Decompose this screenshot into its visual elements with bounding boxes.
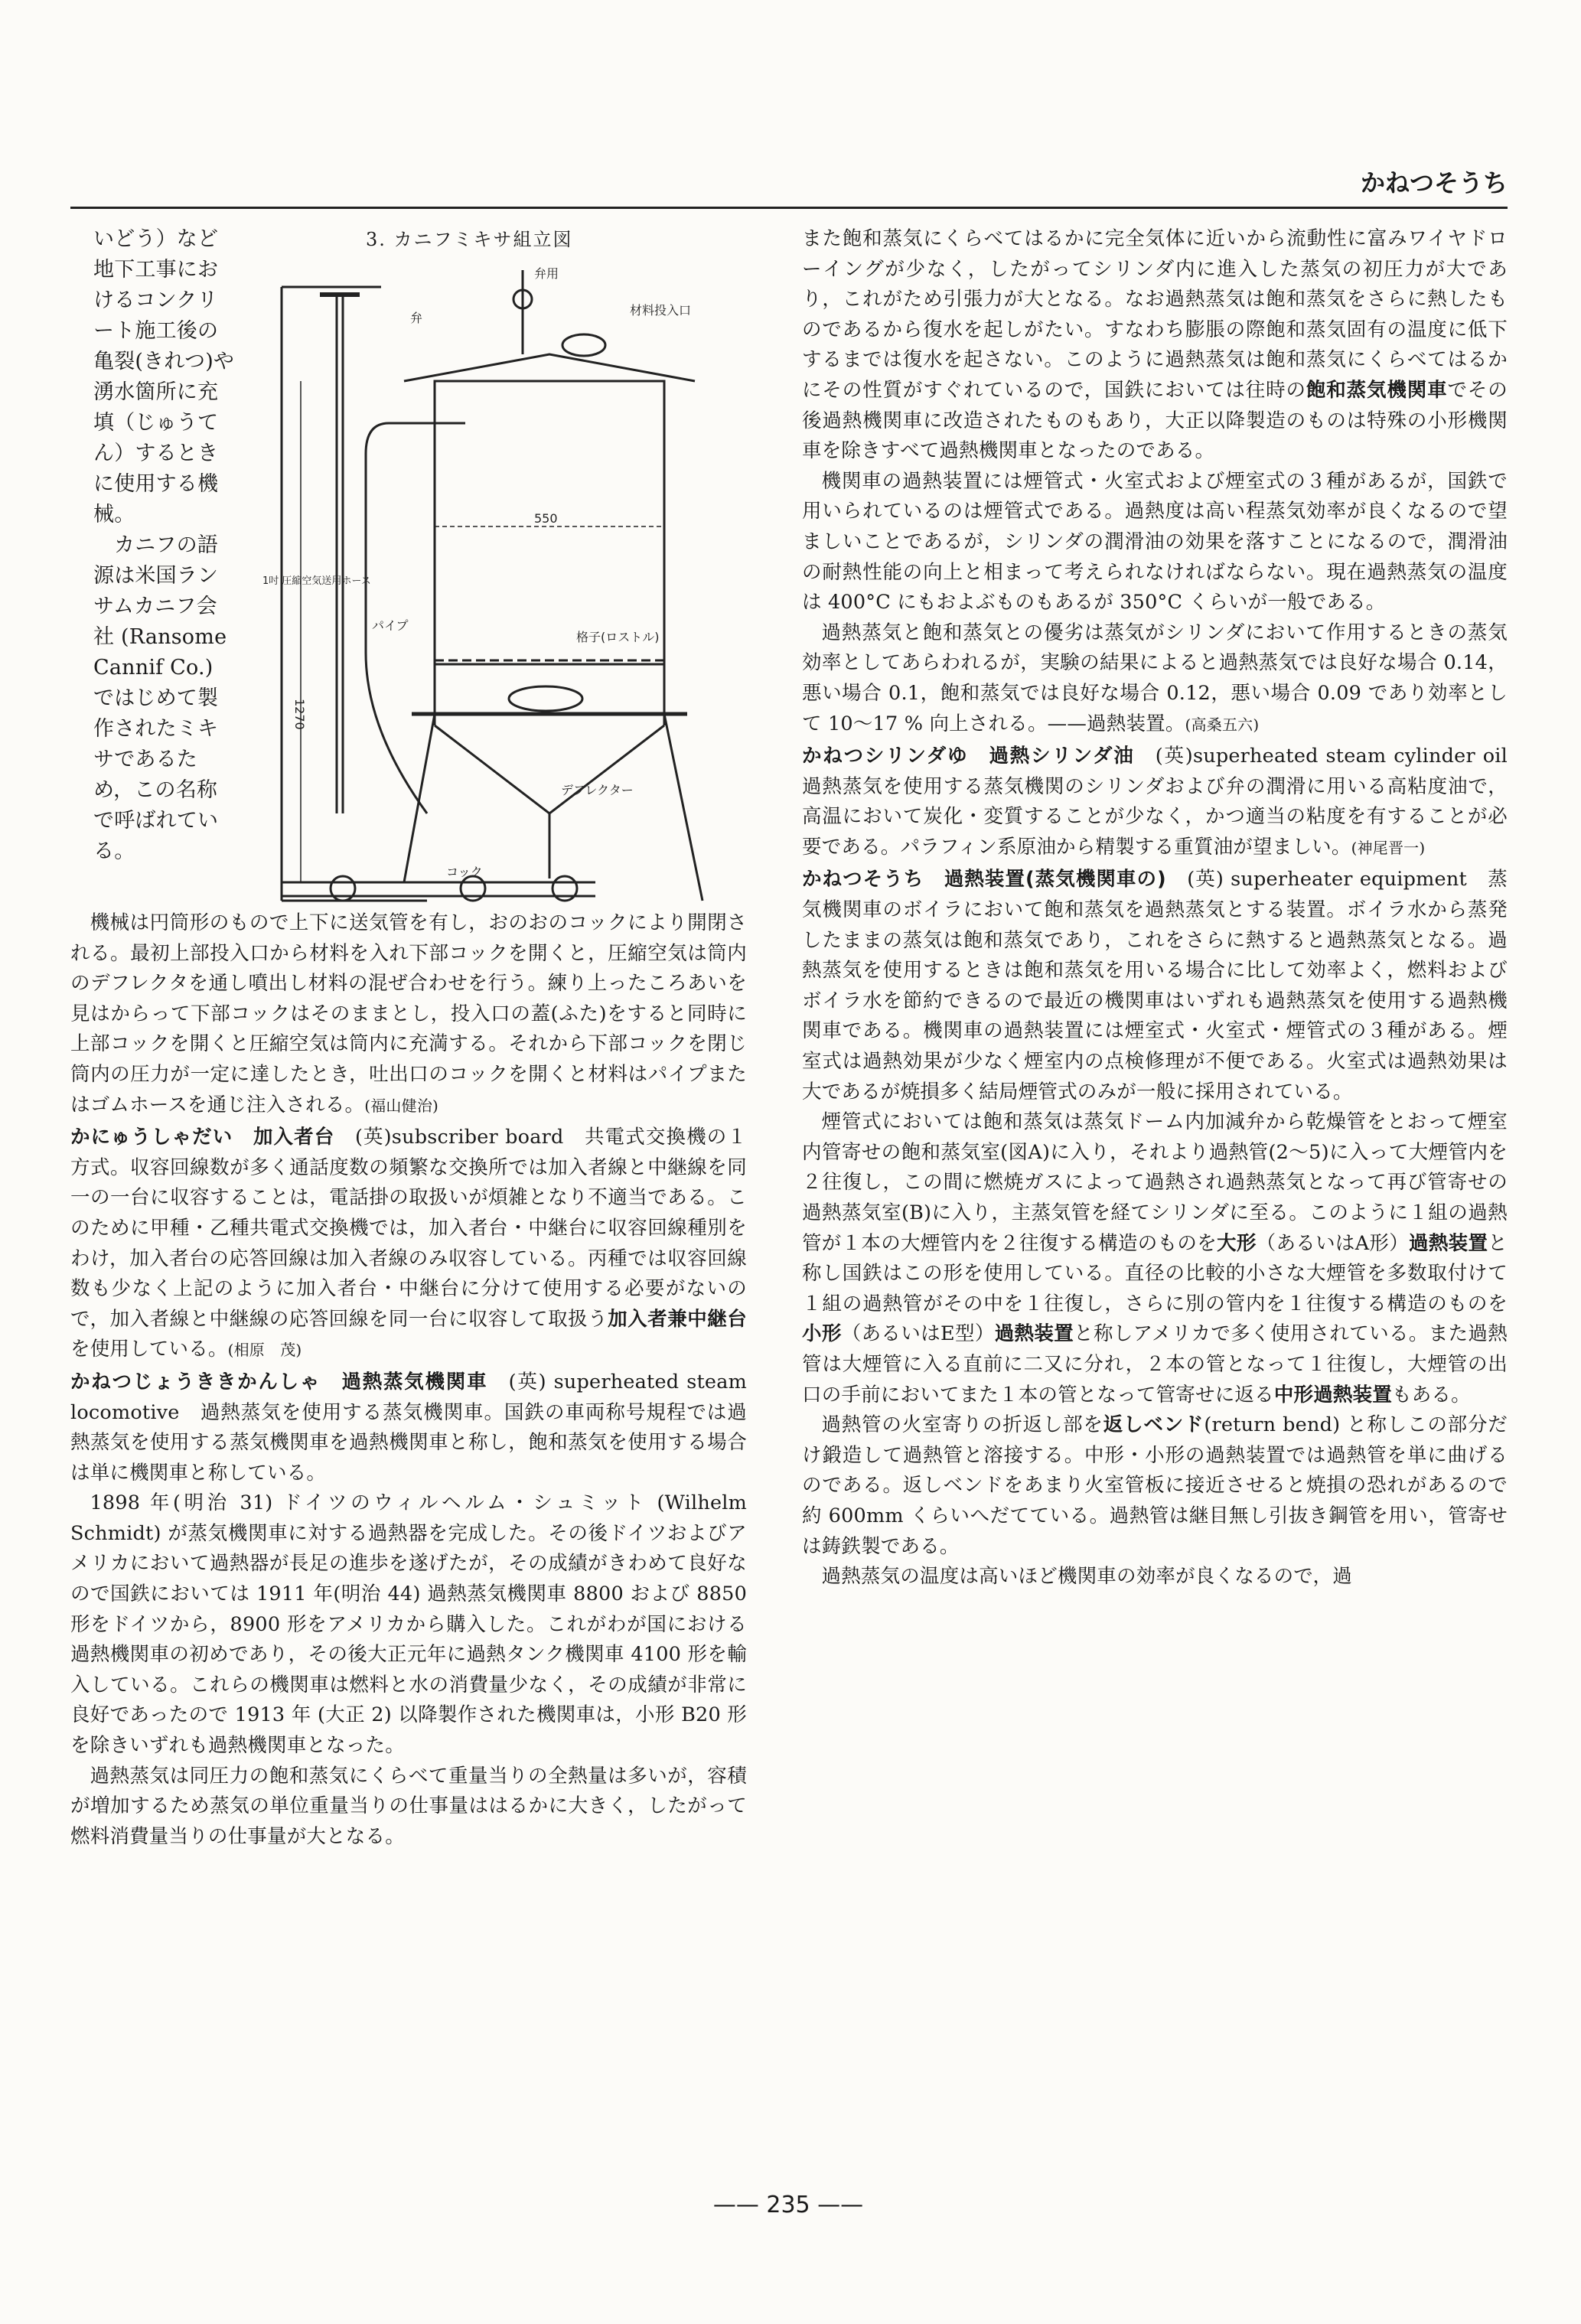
label-top-valve: 弁用 bbox=[534, 266, 559, 281]
mixer-drawing bbox=[262, 224, 758, 908]
paragraph: 機関車の過熱装置には煙管式・火室式および煙室式の３種があるが，国鉄で用いられているのは煙管式である。過熱度は高い程蒸気効率が良くなるので望ましいことであるが，シリンダの潤滑油の効果を落すことになるので，潤滑油の耐熱性能の向上と相まって考えられなければならない。現在過熱蒸気の温度は 400°C にもおよぶものもあるが 350°C くらいが一般である。 bbox=[802, 469, 1508, 614]
headword: かねつそうち 過熱装置(蒸気機関車の) bbox=[802, 868, 1166, 891]
label-deflector: デフレクター bbox=[561, 783, 634, 797]
page-number: —— 235 —— bbox=[712, 2192, 864, 2218]
paragraph: 過熱管の火室寄りの折返し部を返しベンド(return bend) と称しこの部分だけ鍛造して過熱管と溶接する。中形・小形の過熱装置では過熱管を単に曲げるのである。返しベンドをあまり火室管板に接近させると焼損の恐れがあるので約 600mm くらいへだてている。過熱管は継目無し引抜き鋼管を用い，管寄せは鋳鉄製である。 bbox=[802, 1413, 1508, 1558]
headword: かねつシリンダゆ 過熱シリンダ油 bbox=[802, 745, 1135, 768]
label-material-inlet: 材料投入口 bbox=[630, 303, 692, 318]
paragraph: 過熱蒸気は同圧力の飽和蒸気にくらべて重量当りの全熱量は多いが，容積が増加するため蒸気の単位重量当りの仕事量ははるかに大きく，したがって燃料消費量当りの仕事量が大となる。 bbox=[70, 1764, 747, 1848]
mixer-continuation: 機械は円筒形のもので上下に送気管を有し，おのおのコックにより開閉される。最初上部投入口から材料を入れ下部コックを開くと，圧縮空気は筒内のデフレクタを通し噴出し材料の混ぜ合わせを行う。練り上ったころあいを見はからって下部コックはそのままとし，投入口の蓋(ふた)をすると同時に上部コックを開くと圧縮空気は筒内に充満する。それから下部コックを閉じ筒内の圧力が一定に達したとき，吐出口のコックを開くと材料はパイプまたはゴムホースを通じ注入される。(福山健治) bbox=[70, 911, 747, 1116]
label-valve: 弁 bbox=[410, 311, 423, 325]
author: (神尾晋一) bbox=[1351, 838, 1426, 857]
headword: かにゅうしゃだい 加入者台 bbox=[70, 1126, 335, 1149]
mixer-figure bbox=[262, 224, 758, 908]
paragraph: 過熱蒸気の温度は高いほど機関車の効率が良くなるので，過 bbox=[821, 1565, 1352, 1589]
author: (福山健治) bbox=[364, 1096, 439, 1115]
side-column bbox=[93, 224, 235, 867]
entry-kanetsu-cylinder-oil: かねつシリンダゆ 過熱シリンダ油 (英)superheated steam cylinder oil 過熱蒸気を使用する蒸気機関のシリンダおよび弁の潤滑に用いる高粘度油で，高温において炭化・変質することが少なく，かつ適当の粘度を有することが必要である。パラフィン系原油から精製する重質油が望ましい。(神尾晋一) bbox=[802, 745, 1527, 859]
paragraph: 過熱蒸気と飽和蒸気との優劣は蒸気がシリンダにおいて作用するときの蒸気効率としてあらわれるが，実験の結果によると過熱蒸気では良好な場合 0.14，悪い場合 0.1，飽和蒸気では良好な場合 0.12，悪い場合 0.09 であり効率として 10～17 % 向上される。——過熱装置。(高桑五六) bbox=[802, 621, 1508, 735]
label-hose: 1吋 圧縮空気送用ホース bbox=[262, 575, 371, 587]
entry-kanetsu-kikansha: かねつじょうききかんしゃ 過熱蒸気機関車 (英) superheated steam locomotive 過熱蒸気を使用する蒸気機関車。国鉄の車両称号規程では過熱蒸気を使用する蒸気機関車を過熱機関車と称し，飽和蒸気を使用する場合は単に機関車と称している。 bbox=[70, 1370, 748, 1485]
label-height: 1270 bbox=[292, 699, 307, 730]
figure-title: 3. カニフミキサ組立図 bbox=[366, 229, 573, 250]
leg-right bbox=[664, 714, 702, 901]
running-head: かねつそうち bbox=[1360, 168, 1508, 197]
label-grate: 格子(ロストル) bbox=[576, 630, 660, 644]
right-column bbox=[802, 224, 1527, 1592]
side-text: いどう）など地下工事におけるコンクリート施工後の亀裂(きれつ)や湧水箇所に充填（じゅうてん）するときに使用する機械。 bbox=[93, 227, 235, 526]
left-column bbox=[70, 908, 747, 1852]
header-rule bbox=[70, 207, 1508, 209]
label-width: 550 bbox=[534, 511, 558, 526]
inspection-window bbox=[509, 686, 582, 711]
author: (相原 茂) bbox=[227, 1341, 302, 1360]
mixer-lid bbox=[404, 354, 695, 381]
label-pipe: パイプ bbox=[372, 618, 409, 633]
inlet-handle bbox=[562, 334, 605, 356]
author: (高桑五六) bbox=[1185, 715, 1260, 734]
paragraph: 1898 年(明治 31) ドイツのウィルヘルム・シュミット (Wilhelm Schmidt) が蒸気機関車に対する過熱器を完成した。その後ドイツおよびアメリカにおいて過熱器が長足の進歩を遂げたが，その成績がきわめて良好なので国鉄においては 1911 年(明治 44) 過熱蒸気機関車 8800 および 8850 形をドイツから，8900 形をアメリカから購入した。これがわが国における過熱機関車の初めであり，その後大正元年に過熱タンク機関車 4100 形を輸入している。これらの機関車は燃料と水の消費量少なく，その成績が非常に良好であったので 1913 年 (大正 2) 以降製作された機関車は，小形 B20 形を除きいずれも過熱機関車となった。 bbox=[70, 1491, 747, 1758]
side-text-2: カニフの語源は米国ランサムカニフ会社 (Ransome Cannif Co.) ではじめて製作されたミキサであるため，この名称で呼ばれている。 bbox=[93, 533, 227, 863]
label-cock: コック bbox=[446, 865, 483, 879]
headword: かねつじょうききかんしゃ 過熱蒸気機関車 bbox=[70, 1370, 488, 1393]
paragraph: また飽和蒸気にくらべてはるかに完全気体に近いから流動性に富みワイヤドローイングが少なく，したがってシリンダ内に進入した蒸気の初圧力が大であり，これがため引張力が大となる。なお過熱蒸気は飽和蒸気をさらに熱したものであるから復水を起しがたい。すなわち膨脹の際飽和蒸気固有の温度に低下するまでは復水を起さない。このように過熱蒸気は飽和蒸気にくらべてはるかにその性質がすぐれているので，国鉄においては往時の飽和蒸気機関車でその後過熱機関車に改造されたものもあり，大正以降製造のものは特殊の小形機関車を除きすべて過熱機関車となったのである。 bbox=[802, 227, 1508, 463]
mixer-cone bbox=[435, 725, 664, 813]
entry-kanetsu-souchi: かねつそうち 過熱装置(蒸気機関車の) (英) superheater equipment 蒸気機関車のボイラにおいて飽和蒸気を過熱蒸気とする装置。ボイラ水から蒸発したままの蒸気は飽和蒸気であり，これをさらに熱すると過熱蒸気となる。過熱蒸気を使用するときは飽和蒸気を用いる場合に比して効率よく，燃料およびボイラ水を節約できるので最近の機関車はいずれも過熱蒸気を使用する過熱機関車である。機関車の過熱装置には煙室式・火室式・煙管式の３種がある。煙室式は過熱効果が少なく煙室内の点検修理が不便である。火室式は過熱効果は大であるが焼損多く結局煙管式のみが一般に採用されている。 bbox=[802, 868, 1508, 1103]
paragraph: 煙管式においては飽和蒸気は蒸気ドーム内加減弁から乾燥管をとおって煙室内管寄せの飽和蒸気室(図A)に入り，それより過熱管(2～5)に入って大煙管内を２往復し，この間に燃焼ガスによって過熱され過熱蒸気となって再び管寄せの過熱蒸気室(B)に入り，主蒸気管を経てシリンダに至る。このように１組の過熱管が１本の大煙管内を２往復する構造のものを大形（あるいはA形）過熱装置と称し国鉄はこの形を使用している。直径の比較的小さな大煙管を多数取付けて１組の過熱管がその中を１往復し，さらに別の管内を１往復する構造のものを小形（あるいはE型）過熱装置と称しアメリカで多く使用されている。また過熱管は大煙管に入る直前に二又に分れ，２本の管となって１往復し，大煙管の出口の手前においてまた１本の管となって管寄せに返る中形過熱装置もある。 bbox=[802, 1110, 1508, 1406]
leg-left bbox=[404, 714, 435, 882]
entry-kanyushadai: かにゅうしゃだい 加入者台 (英)subscriber board 共電式交換機の１方式。収容回線数が多く通話度数の頻繁な交換所では加入者線と中継線を同一の一台に収容することは，電話掛の取扱いが煩雑となり不適当である。このために甲種・乙種共電式交換機では，加入者台・中継台に収容回線種別をわけ，加入者台の応答回線は加入者線のみ収容している。丙種では収容回線数も少なく上記のように加入者台・中継台に分けて使用する必要がないので，加入者線と中継線の応答回線を同一台に収容して取扱う加入者兼中継台を使用している。(相原 茂) bbox=[70, 1126, 747, 1361]
